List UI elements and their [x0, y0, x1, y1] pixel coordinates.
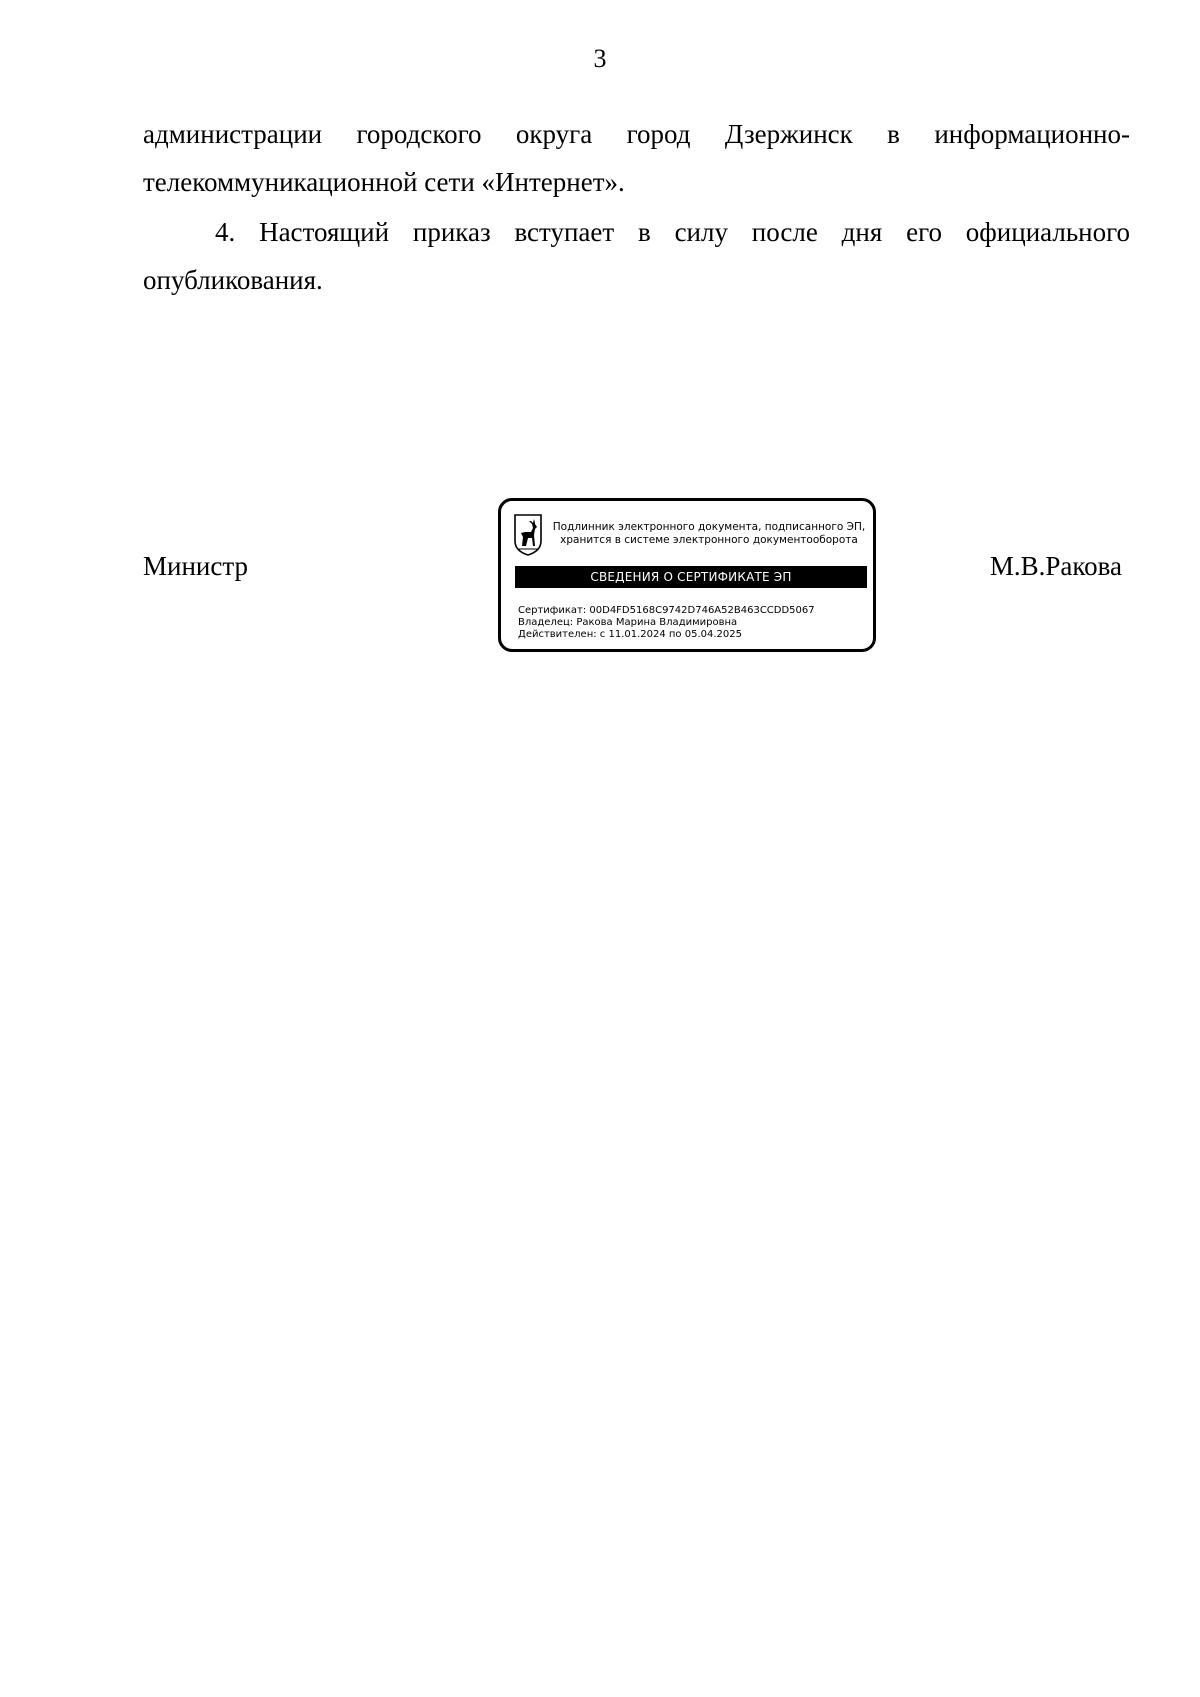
certificate-banner: СВЕДЕНИЯ О СЕРТИФИКАТЕ ЭП	[515, 566, 867, 588]
certificate-details	[518, 605, 870, 641]
certificate-owner: Владелец: Ракова Марина Владимировна	[518, 617, 738, 628]
stamp-header	[547, 521, 871, 547]
page-number: 3	[593, 44, 607, 73]
stamp-header-line: хранится в системе электронного документооборота	[560, 534, 858, 546]
stamp-header-line: Подлинник электронного документа, подписанного ЭП,	[552, 521, 866, 533]
certificate-number: Сертификат: 00D4FD5168C9742D746A52B463CCDD5067	[518, 605, 815, 616]
signatory-name: М.В.Ракова	[989, 551, 1122, 581]
body-paragraph-2: 4. Настоящий приказ вступает в силу после дня его официального опубликования.	[143, 217, 1130, 295]
nizhny-novgorod-deer-emblem-icon	[513, 513, 543, 557]
body-paragraph-1: администрации городского округа город Дзержинск в информационно-телекоммуникационной сети «Интернет».	[143, 119, 1130, 197]
certificate-validity: Действителен: с 11.01.2024 по 05.04.2025	[518, 629, 742, 640]
electronic-signature-stamp	[498, 498, 876, 652]
signatory-role: Министр	[143, 551, 248, 581]
